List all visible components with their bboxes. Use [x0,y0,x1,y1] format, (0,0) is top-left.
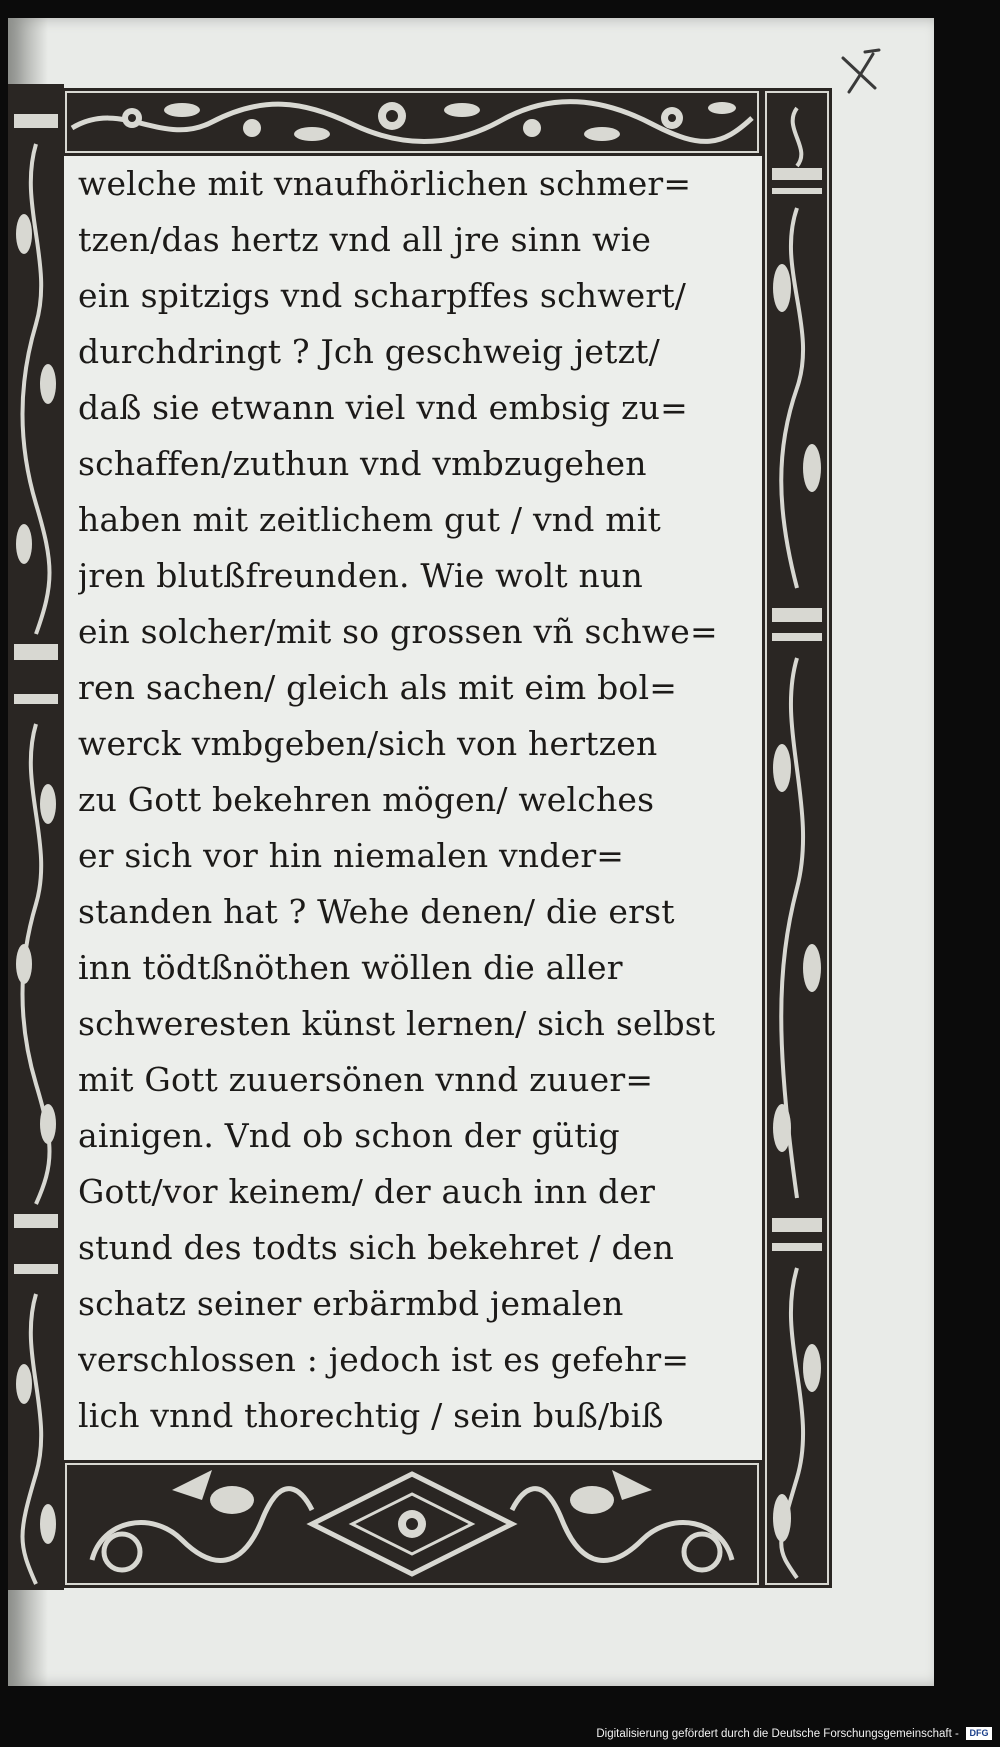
text-line: durchdringt ? Jch geschweig jetzt/ [78,332,660,371]
text-line: schatz seiner erbärmbd jemalen [78,1284,624,1323]
text-line: stund des todts sich bekehret / den [78,1228,675,1267]
woodcut-border-top [62,88,762,156]
text-line: mit Gott zuuersönen vnnd zuuer= [78,1060,654,1099]
text-line: lich vnnd thorechtig / sein buß/biß [78,1396,664,1435]
woodcut-border-left [8,84,64,1590]
dfg-logo: DFG [966,1727,992,1740]
text-line: werck vmbgeben/sich von hertzen [78,724,658,763]
text-line: zu Gott bekehren mögen/ welches [78,780,655,819]
text-line: daß sie etwann viel vnd embsig zu= [78,388,688,427]
text-line: welche mit vnaufhörlichen schmer= [78,164,692,203]
text-line: ainigen. Vnd ob schon der gütig [78,1116,620,1155]
text-line: ren sachen/ gleich als mit eim bol= [78,668,678,707]
woodcut-border-bottom [62,1460,762,1588]
text-line: ein solcher/mit so grossen vñ schwe= [78,612,718,651]
text-line: schweresten künst lernen/ sich selbst [78,1004,716,1043]
text-line: haben mit zeitlichem gut / vnd mit [78,500,661,539]
text-line: ein spitzigs vnd scharpffes schwert/ [78,276,687,315]
text-line: inn tödtßnöthen wöllen die aller [78,948,623,987]
handwritten-marker [835,48,885,98]
text-block [64,156,762,1460]
digitization-credit [596,1725,992,1743]
text-line: er sich vor hin niemalen vnder= [78,836,625,875]
text-line: Gott/vor keinem/ der auch inn der [78,1172,656,1211]
credit-text: Digitalisierung gefördert durch die Deutsche Forschungsgemeinschaft - [596,1728,959,1740]
text-line: jren blutßfreunden. Wie wolt nun [78,556,643,595]
text-line: verschlossen : jedoch ist es gefehr= [78,1340,690,1379]
text-line: tzen/das hertz vnd all jre sinn wie [78,220,652,259]
text-line: standen hat ? Wehe denen/ die erst [78,892,675,931]
text-line: schaffen/zuthun vnd vmbzugehen [78,444,647,483]
woodcut-border-right [762,88,832,1588]
